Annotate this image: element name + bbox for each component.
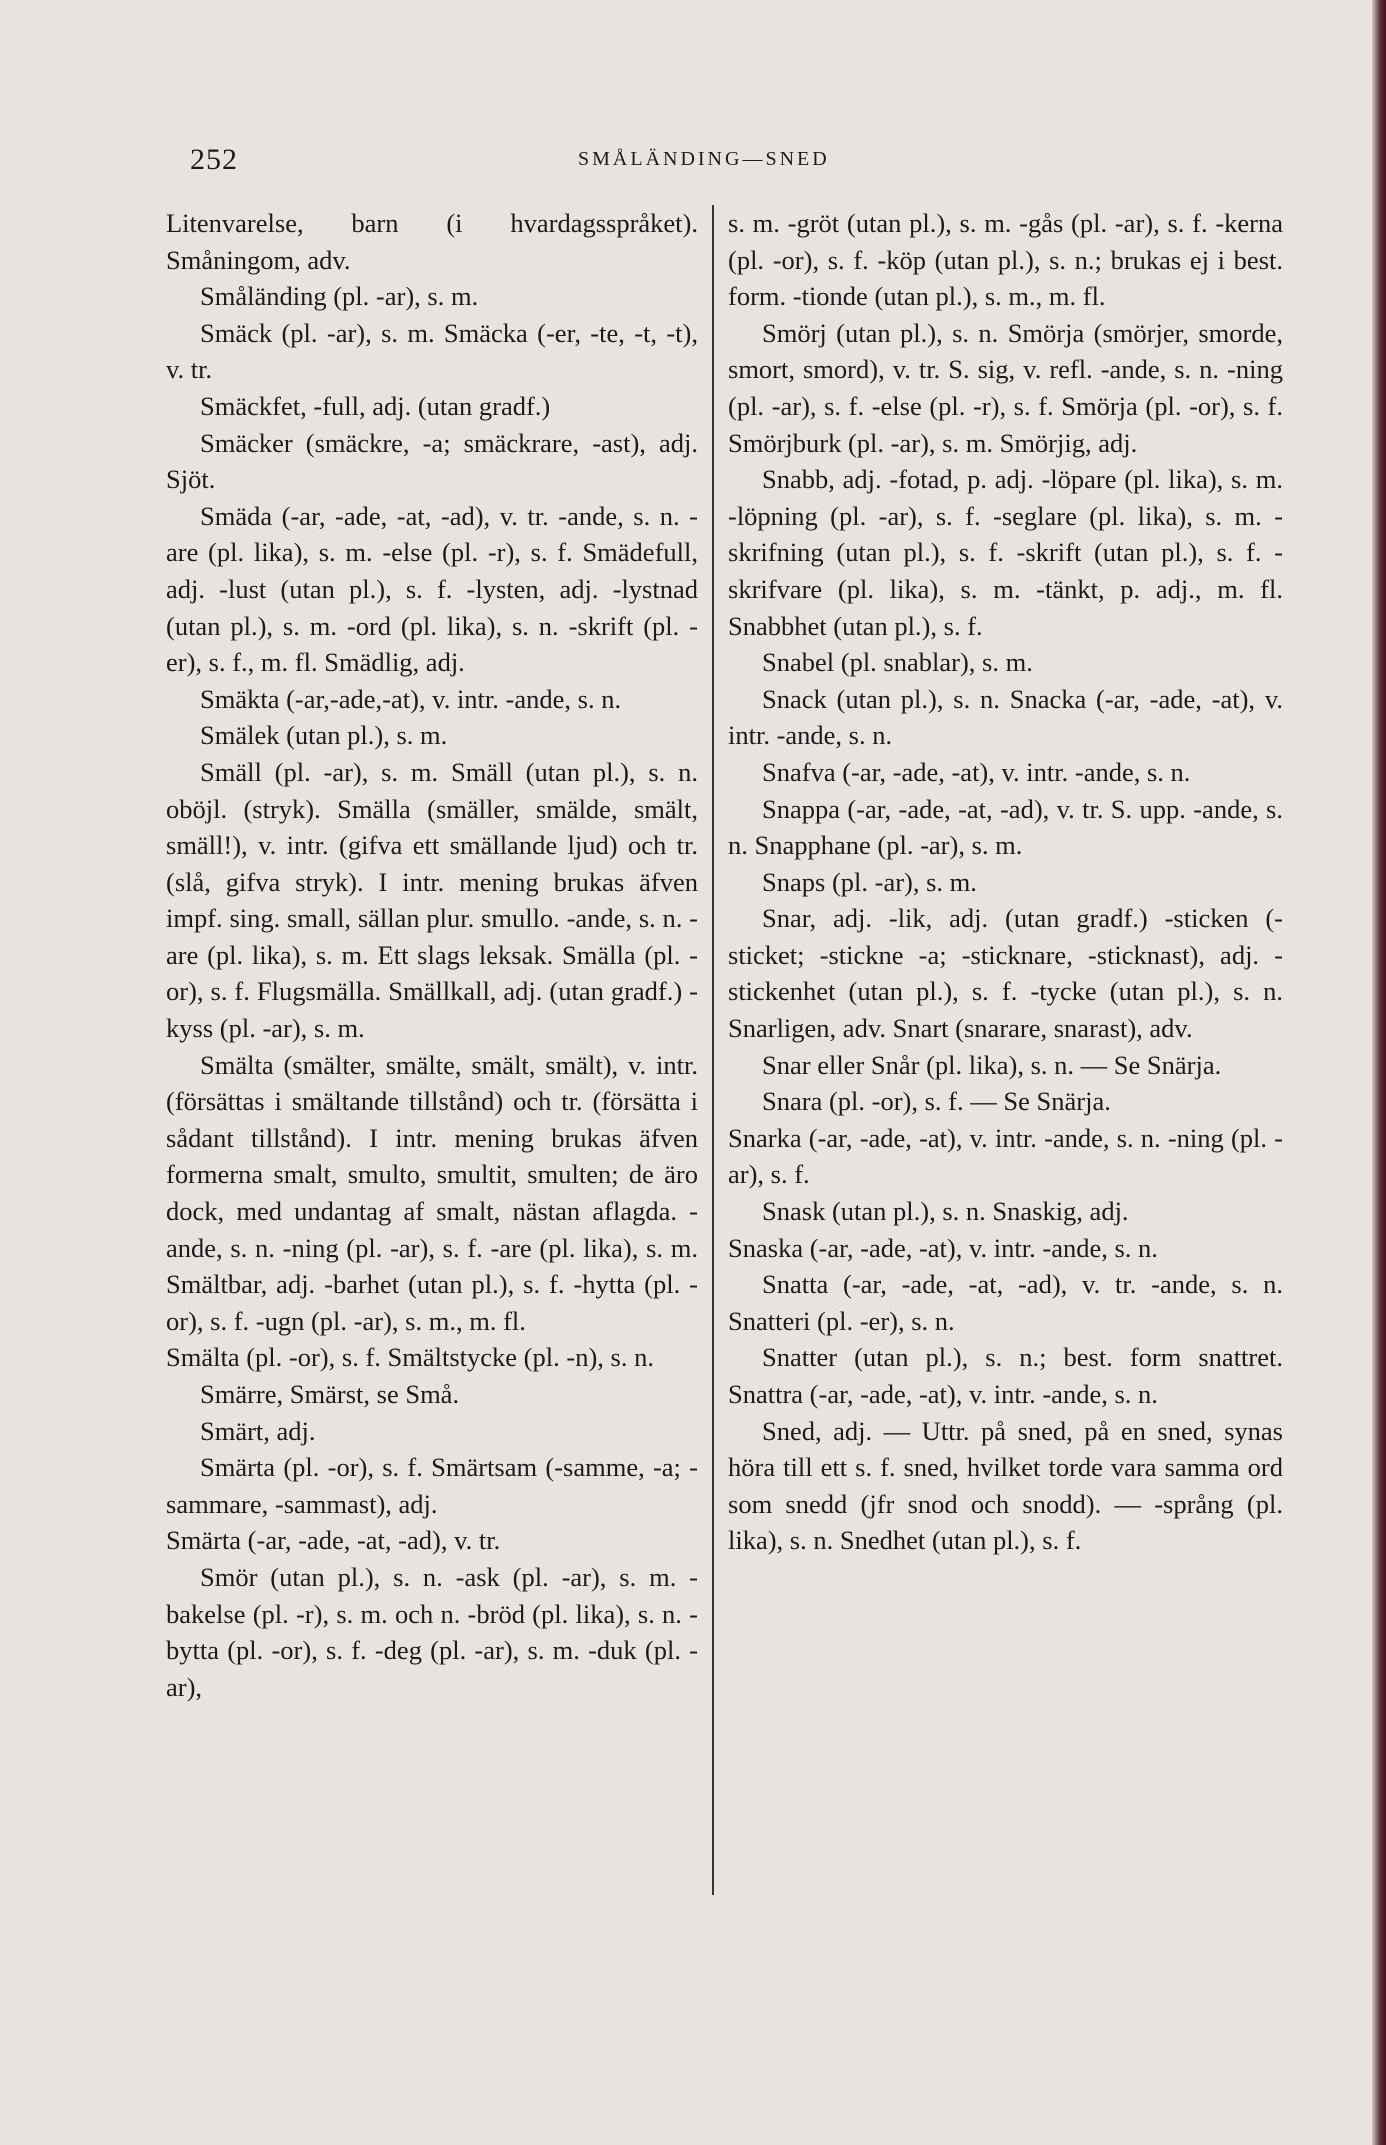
entry-paragraph: Smör (utan pl.), s. n. -ask (pl. -ar), s. m. -bakelse (pl. -r), s. m. och n. -bröd (pl. lika), s. n. -bytta (pl. -or), s. f. -deg (pl. -ar), s. m. -duk (pl. -ar),: [166, 1561, 698, 1702]
entry-paragraph: Smäcker (smäckre, -a; smäckrare, -ast), adj. Sjöt.: [166, 427, 698, 495]
entry-paragraph: Snabel (pl. snablar), s. m.: [762, 647, 1033, 678]
column-divider: [712, 205, 714, 1895]
entry-paragraph: Snara (pl. -or), s. f. — Se Snärja.: [762, 1086, 1111, 1117]
entry-paragraph: Smörj (utan pl.), s. n. Smörja (smörjer, smorde, smort, smord), v. tr. S. sig, v. refl. -ande, s. n. -ning (pl. -ar), s. f. -else (pl. -r), s. f. Smörja (pl. -or), s. f. Smörjburk (pl. -ar), s. m. Smörjig, adj.: [728, 317, 1283, 458]
entry-paragraph: Smärt, adj.: [200, 1415, 316, 1446]
entry-paragraph: Smärta (-ar, -ade, -at, -ad), v. tr.: [166, 1525, 501, 1556]
page-number: 252: [190, 143, 238, 176]
entry-paragraph: Smäckfet, -full, adj. (utan gradf.): [200, 390, 551, 421]
entry-paragraph: Snafva (-ar, -ade, -at), v. intr. -ande, s. n.: [762, 756, 1191, 787]
entry-paragraph: Smälek (utan pl.), s. m.: [200, 720, 448, 751]
entry-paragraph: Sned, adj. — Uttr. på sned, på en sned, synas höra till ett s. f. sned, hvilket torde vara samma ord som snedd (jfr snod och snodd). — -språng (pl. lika), s. n. Snedhet (utan pl.), s. f.: [728, 1415, 1283, 1556]
right-column: [728, 205, 1283, 1559]
entry-paragraph: Småländing (pl. -ar), s. m.: [200, 281, 479, 312]
entry-paragraph: Snack (utan pl.), s. n. Snacka (-ar, -ade, -at), v. intr. -ande, s. n.: [728, 683, 1283, 751]
entry-paragraph: Litenvarelse, barn (i hvardagsspråket). Småningom, adv.: [166, 208, 698, 275]
entry-paragraph: Snatter (utan pl.), s. n.; best. form snattret. Snattra (-ar, -ade, -at), v. intr. -ande, s. n.: [728, 1342, 1283, 1409]
entry-paragraph: Snatta (-ar, -ade, -at, -ad), v. tr. -ande, s. n. Snatteri (pl. -er), s. n.: [728, 1269, 1283, 1336]
entry-paragraph: Smälta (pl. -or), s. f. Smältstycke (pl. -n), s. n.: [166, 1342, 654, 1373]
page-edge: [1372, 0, 1386, 2145]
entry-paragraph: Smärta (pl. -or), s. f. Smärtsam (-samme, -a; -sammare, -sammast), adj.: [166, 1452, 698, 1519]
running-head: SMÅLÄNDING—SNED: [578, 148, 830, 170]
entry-paragraph: Smärre, Smärst, se Små.: [200, 1379, 460, 1409]
entry-paragraph: Smälta (smälter, smälte, smält, smält), v. intr. (försättas i smältande tillstånd) och tr. (försätta i sådant tillstånd). I intr. mening brukas äfven formerna smalt, smulto, smultit, smulten; de äro dock, med undantag af smalt, nästan aflagda. -ande, s. n. -ning (pl. -ar), s. f. -are (pl. lika), s. m. Smältbar, adj. -barhet (utan pl.), s. f. -hytta (pl. -or), s. f. -ugn (pl. -ar), s. m., m. fl.: [166, 1049, 698, 1336]
entry-paragraph: Snarka (-ar, -ade, -at), v. intr. -ande, s. n. -ning (pl. -ar), s. f.: [728, 1122, 1283, 1190]
entry-paragraph: Smäda (-ar, -ade, -at, -ad), v. tr. -ande, s. n. -are (pl. lika), s. m. -else (pl. -r), s. f. Smädefull, adj. -lust (utan pl.), s. f. -lysten, adj. -lystnad (utan pl.), s. m. -ord (pl. lika), s. n. -skrift (pl. -er), s. f., m. fl. Smädlig, adj.: [166, 500, 698, 678]
entry-paragraph: s. m. -gröt (utan pl.), s. m. -gås (pl. -ar), s. f. -kerna (pl. -or), s. f. -köp (utan pl.), s. n.; brukas ej i best. form. -tionde (utan pl.), s. m., m. fl.: [728, 208, 1283, 312]
entry-paragraph: Snaps (pl. -ar), s. m.: [762, 866, 977, 897]
entry-paragraph: Smäll (pl. -ar), s. m. Smäll (utan pl.), s. n. oböjl. (stryk). Smälla (smäller, smälde, smält, smäll!), v. intr. (gifva ett smällande ljud) och tr. (slå, gifva stryk). I intr. mening brukas äfven impf. sing. small, sällan plur. smullo. -ande, s. n. -are (pl. lika), s. m. Ett slags leksak. Smälla (pl. -or), s. f. Flugsmälla. Smällkall, adj. (utan gradf.) -kyss (pl. -ar), s. m.: [166, 756, 698, 1044]
entry-paragraph: Snar eller Snår (pl. lika), s. n. — Se Snärja.: [762, 1049, 1222, 1080]
entry-paragraph: Snabb, adj. -fotad, p. adj. -löpare (pl. lika), s. m. -löpning (pl. -ar), s. f. -seglare (pl. lika), s. m. -skrifning (utan pl.), s. f. -skrift (utan pl.), s. f. -skrifvare (pl. lika), s. m. -tänkt, p. adj., m. fl. Snabbhet (utan pl.), s. f.: [728, 464, 1283, 641]
entry-paragraph: Snar, adj. -lik, adj. (utan gradf.) -sticken (-sticket; -stickne -a; -sticknare, -sticknast), adj. -stickenhet (utan pl.), s. f. -tycke (utan pl.), s. n. Snarligen, adv. Snart (snarare, snarast), adv.: [728, 903, 1283, 1044]
entry-paragraph: Snask (utan pl.), s. n. Snaskig, adj.: [762, 1196, 1129, 1227]
entry-paragraph: Snaska (-ar, -ade, -at), v. intr. -ande, s. n.: [728, 1232, 1158, 1263]
entry-paragraph: Smäck (pl. -ar), s. m. Smäcka (-er, -te, -t, -t), v. tr.: [166, 317, 698, 385]
entry-paragraph: Snappa (-ar, -ade, -at, -ad), v. tr. S. upp. -ande, s. n. Snapphane (pl. -ar), s. m.: [728, 793, 1283, 861]
left-column: [166, 205, 698, 1705]
entry-paragraph: Smäkta (-ar,-ade,-at), v. intr. -ande, s. n.: [200, 683, 622, 714]
